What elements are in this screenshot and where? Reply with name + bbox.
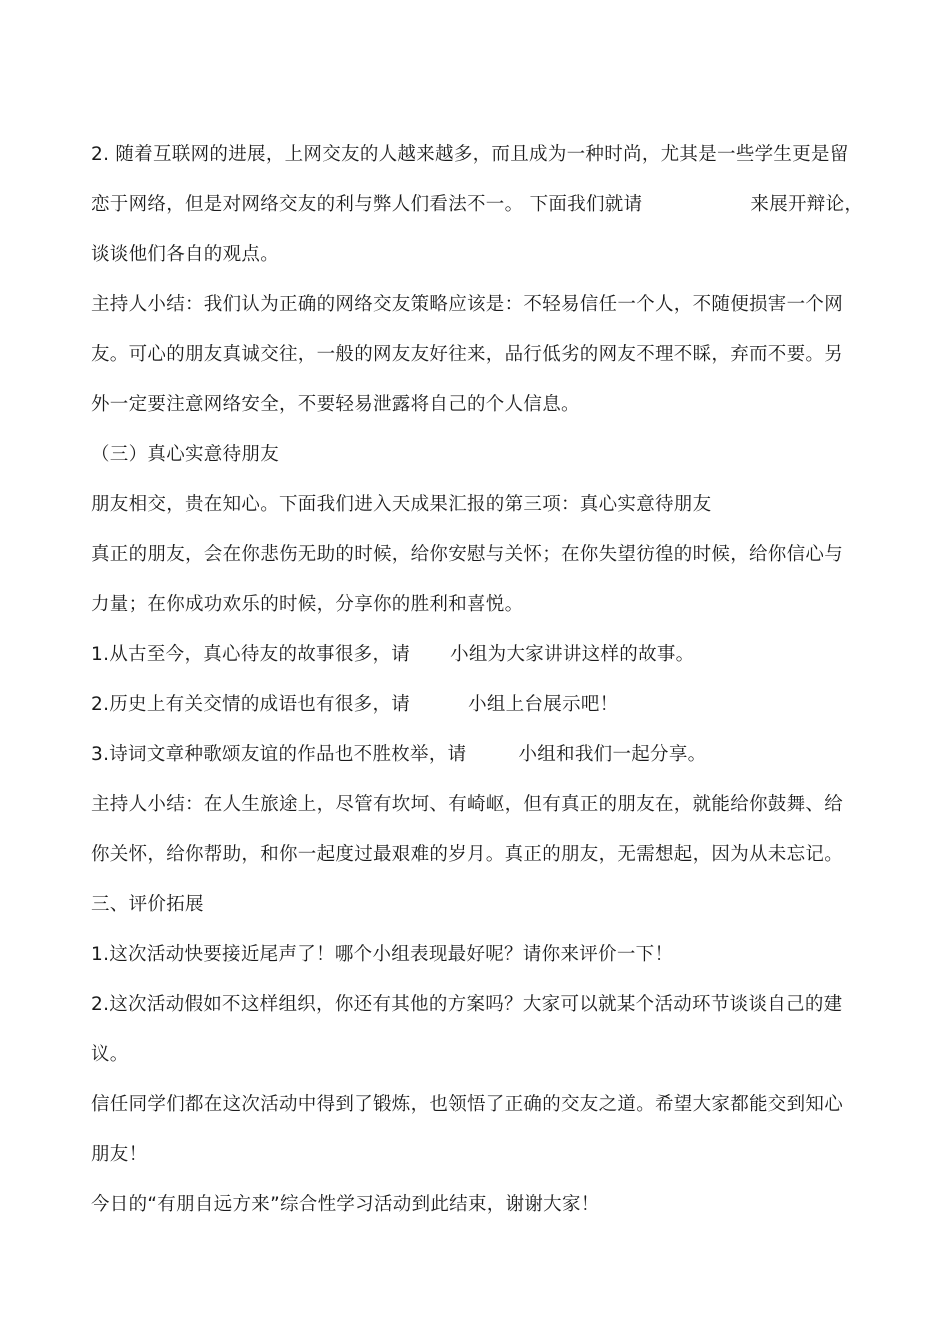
paragraph-line: 力量；在你成功欢乐的时候，分享你的胜利和喜悦。: [91, 594, 524, 615]
paragraph-line: 友。可心的朋友真诚交往，一般的网友友好往来，品行低劣的网友不理不睬，弃而不要。另: [91, 344, 844, 365]
list-item-text: 小组为大家讲讲这样的故事。: [450, 644, 695, 665]
list-item: 1.这次活动快要接近尾声了！哪个小组表现最好呢？请你来评价一下！: [91, 944, 674, 965]
list-item: [91, 630, 866, 680]
list-item: [91, 680, 866, 730]
list-item-text: 1.从古至今，真心待友的故事很多，请: [91, 644, 411, 665]
list-item-text: 小组上台展示吧！: [468, 694, 619, 715]
list-item-text: 小组和我们一起分享。: [518, 744, 707, 765]
paragraph-line: 真正的朋友，会在你悲伤无助的时候，给你安慰与关怀；在你失望彷徨的时候，给你信心与: [91, 544, 844, 565]
list-item: 议。: [91, 1044, 129, 1065]
paragraph-line: 主持人小结：我们认为正确的网络交友策略应该是：不轻易信任一个人，不随便损害一个网: [91, 294, 844, 315]
list-item: 2.这次活动假如不这样组织，你还有其他的方案吗？大家可以就某个活动环节谈谈自己的建: [91, 994, 843, 1015]
section-heading: （三）真心实意待朋友: [91, 444, 280, 465]
paragraph-line: 朋友！: [91, 1144, 148, 1165]
section-heading: 三、评价拓展: [91, 894, 204, 915]
list-item-text: 2.历史上有关交情的成语也有很多，请: [91, 694, 411, 715]
list-item-text: 3.诗词文章种歌颂友谊的作品也不胜枚举，请: [91, 744, 467, 765]
paragraph-text: 来展开辩论，: [750, 194, 864, 215]
paragraph-line: 你关怀，给你帮助，和你一起度过最艰难的岁月。真正的朋友，无需想起，因为从未忘记。: [91, 844, 844, 865]
paragraph-line: 2. 随着互联网的进展，上网交友的人越来越多，而且成为一种时尚，尤其是一些学生更是留: [91, 144, 849, 165]
paragraph-line: 今日的“有朋自远方来”综合性学习活动到此结束，谢谢大家！: [91, 1194, 600, 1215]
document-body: [91, 130, 866, 1230]
paragraph-line: 朋友相交，贵在知心。下面我们进入天成果汇报的第三项：真心实意待朋友: [91, 494, 712, 515]
paragraph-line: 谈谈他们各自的观点。: [91, 244, 280, 265]
paragraph-line: 外一定要注意网络安全，不要轻易泄露将自己的个人信息。: [91, 394, 580, 415]
paragraph-line: 信任同学们都在这次活动中得到了锻炼，也领悟了正确的交友之道。希望大家都能交到知心: [91, 1094, 844, 1115]
paragraph-line: 主持人小结：在人生旅途上，尽管有坎坷、有崎岖，但有真正的朋友在，就能给你鼓舞、给: [91, 794, 844, 815]
paragraph-text: 恋于网络，但是对网络交友的利与弊人们看法不一。 下面我们就请: [91, 194, 643, 215]
paragraph-line: [91, 180, 866, 230]
list-item: [91, 730, 866, 780]
